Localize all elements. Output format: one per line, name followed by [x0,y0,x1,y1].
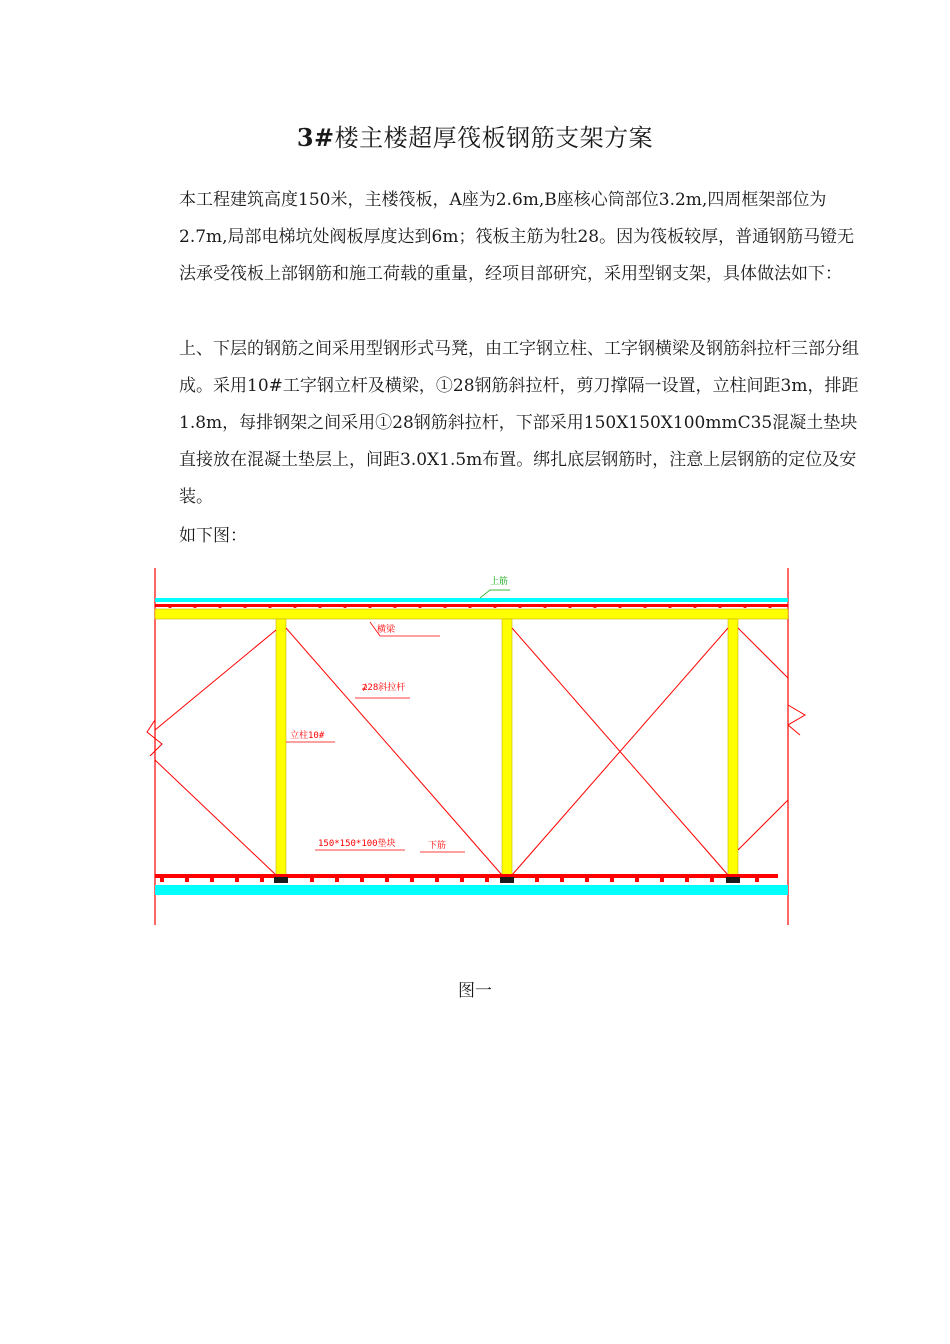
concrete-block-2 [500,877,514,883]
diagonal-braces [155,628,788,875]
column-1 [276,619,286,881]
top-slab-surface [155,598,788,602]
label-top-rebar: 上筋 [490,577,509,587]
steel-support-diagram [140,560,820,935]
right-break-mark [788,705,805,735]
column-2 [502,619,512,881]
label-block: 150*150*100垫块 [318,839,396,849]
label-column: 立柱10# [290,731,325,741]
label-bottom-rebar: 下筋 [428,841,447,851]
concrete-block-1 [274,877,288,883]
paragraph-3: 如下图： [179,526,247,546]
figure-caption: 图一 [458,981,492,1001]
top-beam [155,609,788,619]
leader-top-rebar [480,590,510,598]
paragraph-1: 本工程建筑高度150米，主楼筏板，A座为2.6m,B座核心筒部位3.2m,四周框架部位为2.7m,局部电梯坑处阀板厚度达到6m；筏板主筋为牡28。因为筏板较厚，普通钢筋马镫无法承受筏板上部钢筋和施工荷载的重量，经项目部研究，采用型钢支架，具体做法如下： [179,190,855,284]
concrete-block-3 [726,877,740,883]
paragraph-2: 上、下层的钢筋之间采用型钢形式马凳，由工字钢立柱、工字钢横梁及钢筋斜拉杆三部分组成。采用10#工字钢立杆及横梁，①28钢筋斜拉杆，剪刀撑隔一设置，立柱间距3m，排距1.8m，每排钢架之间采用①28钢筋斜拉杆，下部采用150X150X100mmC35混凝土垫块直接放在混凝土垫层上，间距3.0X1.5m布置。绑扎底层钢筋时，注意上层钢筋的定位及安装。 [179,339,859,507]
bottom-slab-cushion [155,885,788,895]
label-beam: 横梁 [377,625,396,635]
bottom-rebar-dots [160,878,759,882]
label-diagonal: ⊉28斜拉杆 [362,683,406,693]
document-title: 3#楼主楼超厚筏板钢筋支架方案 [296,123,654,152]
column-3 [728,619,738,881]
bottom-rebar-layer [155,874,778,878]
